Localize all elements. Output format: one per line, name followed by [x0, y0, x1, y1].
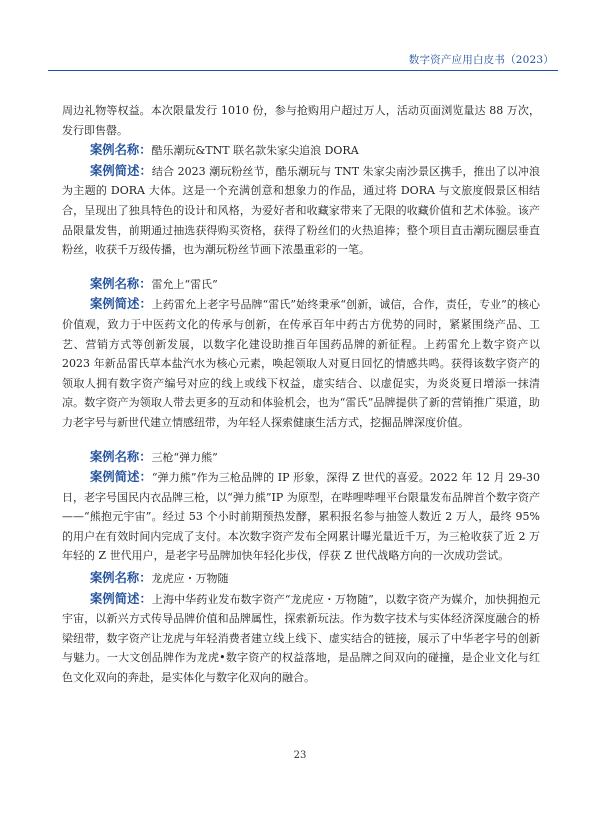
- case-desc-label: 案例简述：: [90, 469, 152, 485]
- case-name-row: [62, 140, 540, 161]
- case-name-label: 案例名称：: [90, 275, 152, 291]
- case-desc-label: 案例简述：: [90, 590, 152, 606]
- case-description: [62, 589, 540, 688]
- case-desc-text: 上海中华药业发布数字资产“龙虎应・万物随”，以数字资产为媒介，加快拥抱元宇宙，以新兴方式传导品牌价值和品牌属性，探索新玩法。作为数字技术与实体经济深度融合的桥梁纽带，数字资产让龙虎与年轻消费者建立线上线下、虚实结合的链接，展示了中华老字号的创新与魅力。一大文创品牌作为龙虎•数字资产的权益落地，是品牌之间双向的碰撞，是企业文化与红色文化双向的奔赴，是实体化与数字化双向的融合。: [62, 592, 540, 685]
- case-name-value: 雷允上“雷氏”: [151, 277, 218, 291]
- case-name-label: 案例名称：: [90, 142, 152, 158]
- case-description: [62, 161, 540, 260]
- case-block: [62, 140, 540, 260]
- case-name-row: [62, 447, 540, 468]
- case-desc-label: 案例简述：: [90, 296, 152, 312]
- page-body: [62, 101, 540, 702]
- running-header-title: 数字资产应用白皮书（2023）: [408, 54, 554, 66]
- case-desc-text: “弹力熊”作为三枪品牌的 IP 形象，深得 Z 世代的喜爱。2022 年 12 月 29-30 日，老字号国民内衣品牌三枪，以“弹力熊”IP 为原型，在哔哩哔哩平台限量发布品牌首个数字资产——“熊抱元宇宙”。经过 53 个小时前期预热发酵，累积报名参与抽签人数近 2 万人，最终 95%的用户在有效时间内完成了支付。本次数字资产发布全网累计曝光量近千万，为三枪收获了近 2 万年轻的 Z 世代用户，是老字号品牌加快年轻化步伐，俘获 Z 世代战略方向的一次成功尝试。: [62, 471, 540, 563]
- case-name-label: 案例名称：: [90, 570, 152, 586]
- case-block: [62, 274, 540, 433]
- case-name-row: [62, 274, 540, 295]
- case-name-row: [62, 568, 540, 589]
- case-desc-text: 上药雷允上老字号品牌“雷氏”始终秉承“创新，诚信，合作，责任，专业”的核心价值观，致力于中医药文化的传承与创新，在传承百年中药古方优势的同时，紧紧围绕产品、工艺、营销方式等创新发展，以数字化建设助推百年国药品牌的新征程。上药雷允上数字资产以 2023 年新品雷氏草本盐汽水为核心元素，唤起领取人对夏日回忆的情感共鸣。获得该数字资产的领取人拥有数字资产编号对应的线上或线下权益，虚实结合、以虚促实，为炎炎夏日增添一抹清凉。数字资产为领取人带去更多的互动和体验机会，也为“雷氏”品牌提供了新的营销推广渠道，助力老字号与新世代建立情感纽带，为年轻人探索健康生活方式，挖掘品牌深度价值。: [62, 298, 540, 429]
- header-rule: [48, 70, 558, 71]
- case-name-value: 三枪“弹力熊”: [151, 450, 218, 464]
- page-number: 23: [293, 750, 307, 761]
- case-description: [62, 467, 540, 566]
- case-block: [62, 447, 540, 567]
- case-name-value: 龙虎应・万物随: [151, 572, 229, 586]
- case-desc-label: 案例简述：: [90, 162, 152, 178]
- case-name-value: 酷乐潮玩&TNT 联名款朱家尖追浪 DORA: [151, 144, 359, 158]
- case-description: [62, 294, 540, 432]
- case-name-label: 案例名称：: [90, 448, 152, 464]
- case-block: [62, 568, 540, 688]
- case-desc-text: 结合 2023 潮玩粉丝节，酷乐潮玩与 TNT 朱家尖南沙景区携手，推出了以冲浪为主题的 DORA 大体。这是一个充满创意和想象力的作品，通过将 DORA 与文旅度假景区相结合，呈现出了独具特色的设计和风格，为爱好者和收藏家带来了无限的收藏价值和艺术体验。该产品限量发售，前期通过抽选获得购买资格，获得了粉丝们的火热追捧；整个项目直击潮玩圈层垂直粉丝，收获千万级传播，也为潮玩粉丝节画下浓墨重彩的一笔。: [62, 164, 540, 257]
- intro-paragraph: 周边礼物等权益。本次限量发行 1010 份，参与抢购用户超过万人，活动页面浏览量达 88 万次，发行即售罄。: [62, 104, 540, 137]
